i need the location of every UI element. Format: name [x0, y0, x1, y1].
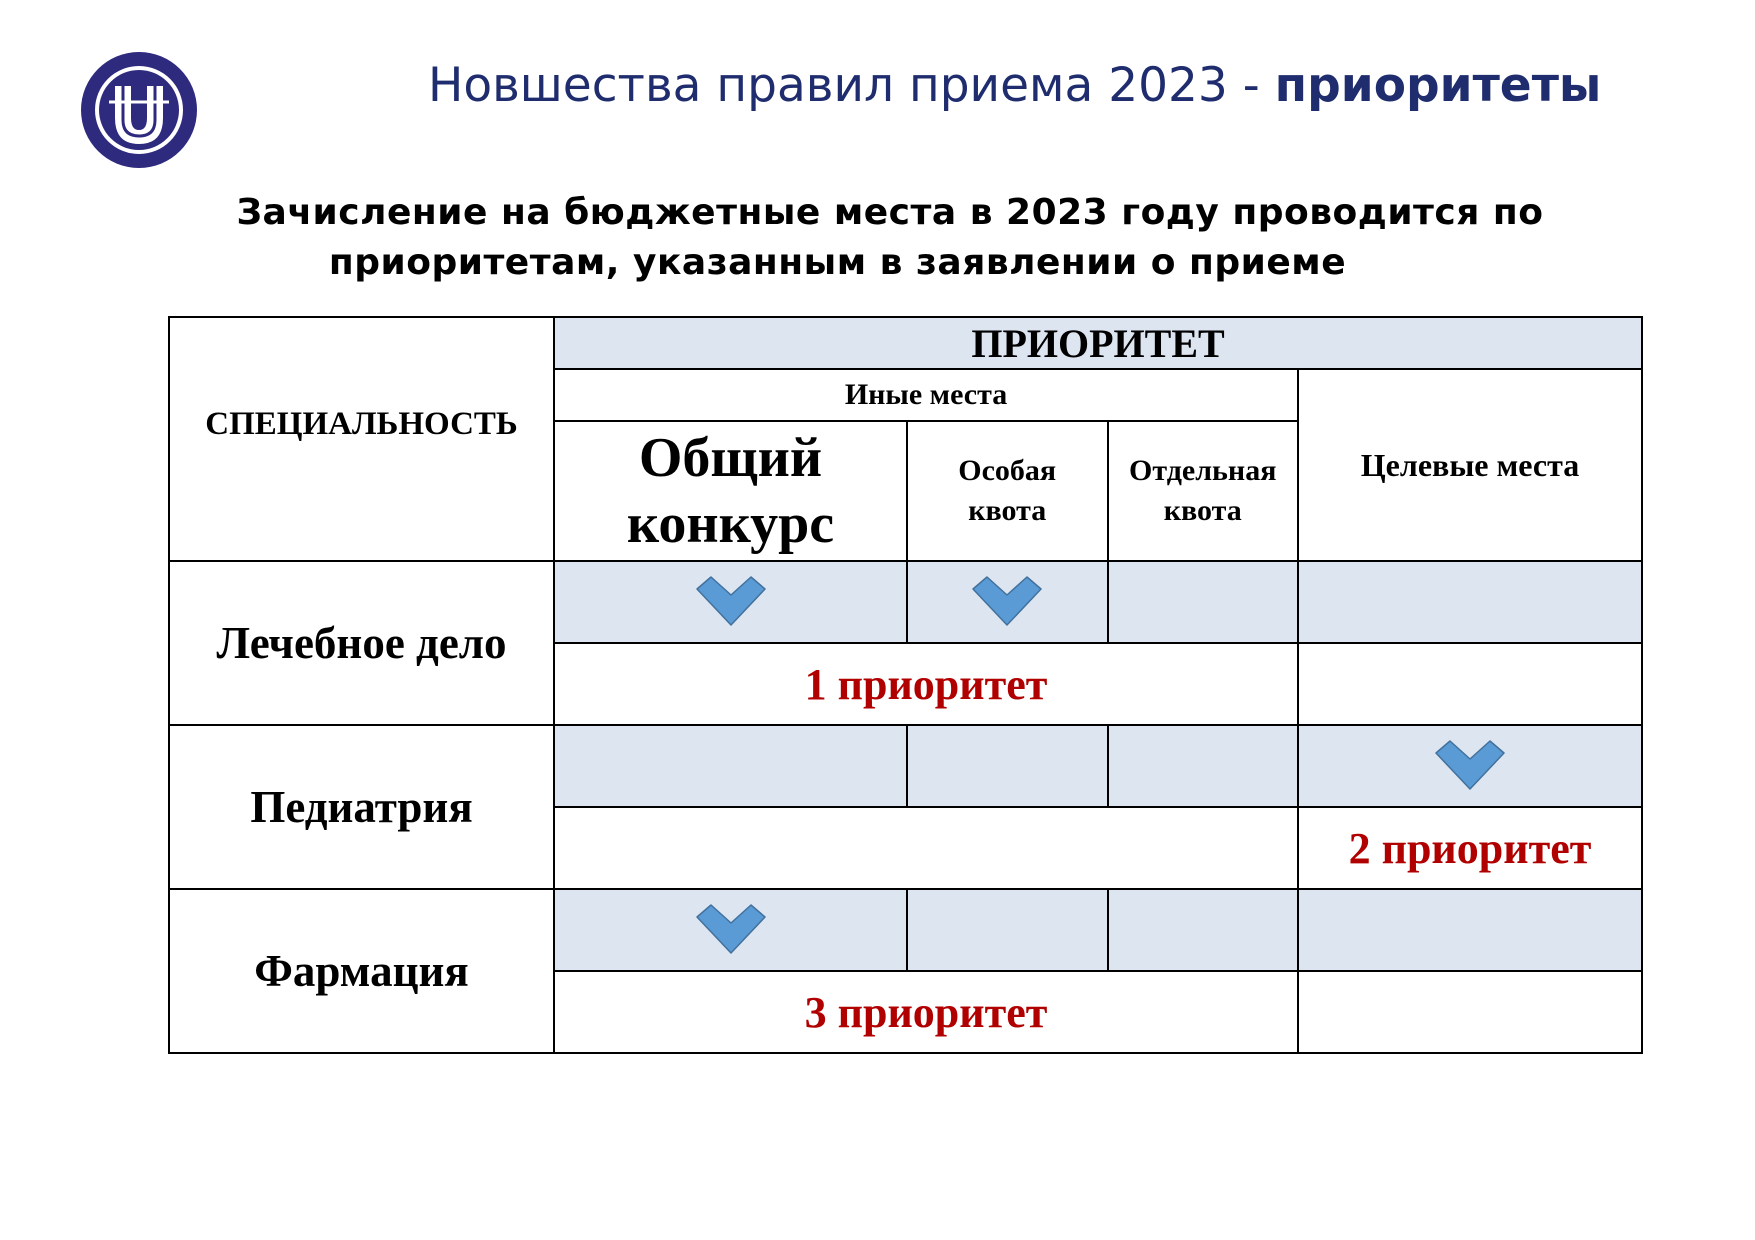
- cell-separate-row-2[interactable]: [1108, 725, 1299, 807]
- priority-header: ПРИОРИТЕТ: [554, 317, 1642, 369]
- priority-label-row-1: 1 приоритет: [554, 643, 1298, 725]
- cell-target-row-3[interactable]: [1298, 889, 1642, 971]
- specialty-cell: Лечебное дело: [169, 561, 554, 725]
- cell-target-row-1[interactable]: [1298, 561, 1642, 643]
- general-line-1: Общий: [638, 427, 823, 489]
- general-competition-header: [554, 421, 907, 561]
- title-bold: приоритеты: [1274, 58, 1602, 113]
- empty-target-row-3: [1298, 971, 1642, 1053]
- cell-general-row-3[interactable]: [554, 889, 907, 971]
- cell-special-row-3[interactable]: [907, 889, 1108, 971]
- empty-other-row-2: [554, 807, 1298, 889]
- subtitle-line-2: приоритетам, указанным в заявлении о приеме: [328, 242, 1347, 283]
- slide-subtitle: [150, 188, 1630, 288]
- separate-quota-header: [1108, 421, 1299, 561]
- priority-table: [168, 316, 1643, 1054]
- chevron-down-icon: [695, 575, 767, 629]
- general-line-2: конкурс: [626, 493, 835, 555]
- specialty-cell: Фармация: [169, 889, 554, 1053]
- university-logo: [79, 50, 199, 170]
- special-line-2: квота: [968, 494, 1047, 527]
- subtitle-line-1: Зачисление на бюджетные места в 2023 году проводится по: [236, 192, 1544, 233]
- cell-target-row-2[interactable]: [1298, 725, 1642, 807]
- cell-general-row-1[interactable]: [554, 561, 907, 643]
- cell-special-row-2[interactable]: [907, 725, 1108, 807]
- priority-label-row-3: 3 приоритет: [554, 971, 1298, 1053]
- separate-line-1: Отдельная: [1129, 454, 1277, 487]
- chevron-down-icon: [695, 903, 767, 957]
- chevron-down-icon: [971, 575, 1043, 629]
- cell-general-row-2[interactable]: [554, 725, 907, 807]
- chevron-down-icon: [1434, 739, 1506, 793]
- priority-label-row-2: 2 приоритет: [1298, 807, 1642, 889]
- cell-separate-row-3[interactable]: [1108, 889, 1299, 971]
- specialty-header: СПЕЦИАЛЬНОСТЬ: [169, 317, 554, 561]
- slide-title: [428, 58, 1602, 113]
- separate-line-2: квота: [1163, 494, 1242, 527]
- cell-special-row-1[interactable]: [907, 561, 1108, 643]
- special-line-1: Особая: [958, 454, 1057, 487]
- special-quota-header: [907, 421, 1108, 561]
- cell-separate-row-1[interactable]: [1108, 561, 1299, 643]
- empty-target-row-1: [1298, 643, 1642, 725]
- target-places-header: Целевые места: [1298, 369, 1642, 561]
- title-regular: Новшества правил приема 2023 -: [428, 58, 1275, 113]
- other-places-header: Иные места: [554, 369, 1298, 421]
- specialty-cell: Педиатрия: [169, 725, 554, 889]
